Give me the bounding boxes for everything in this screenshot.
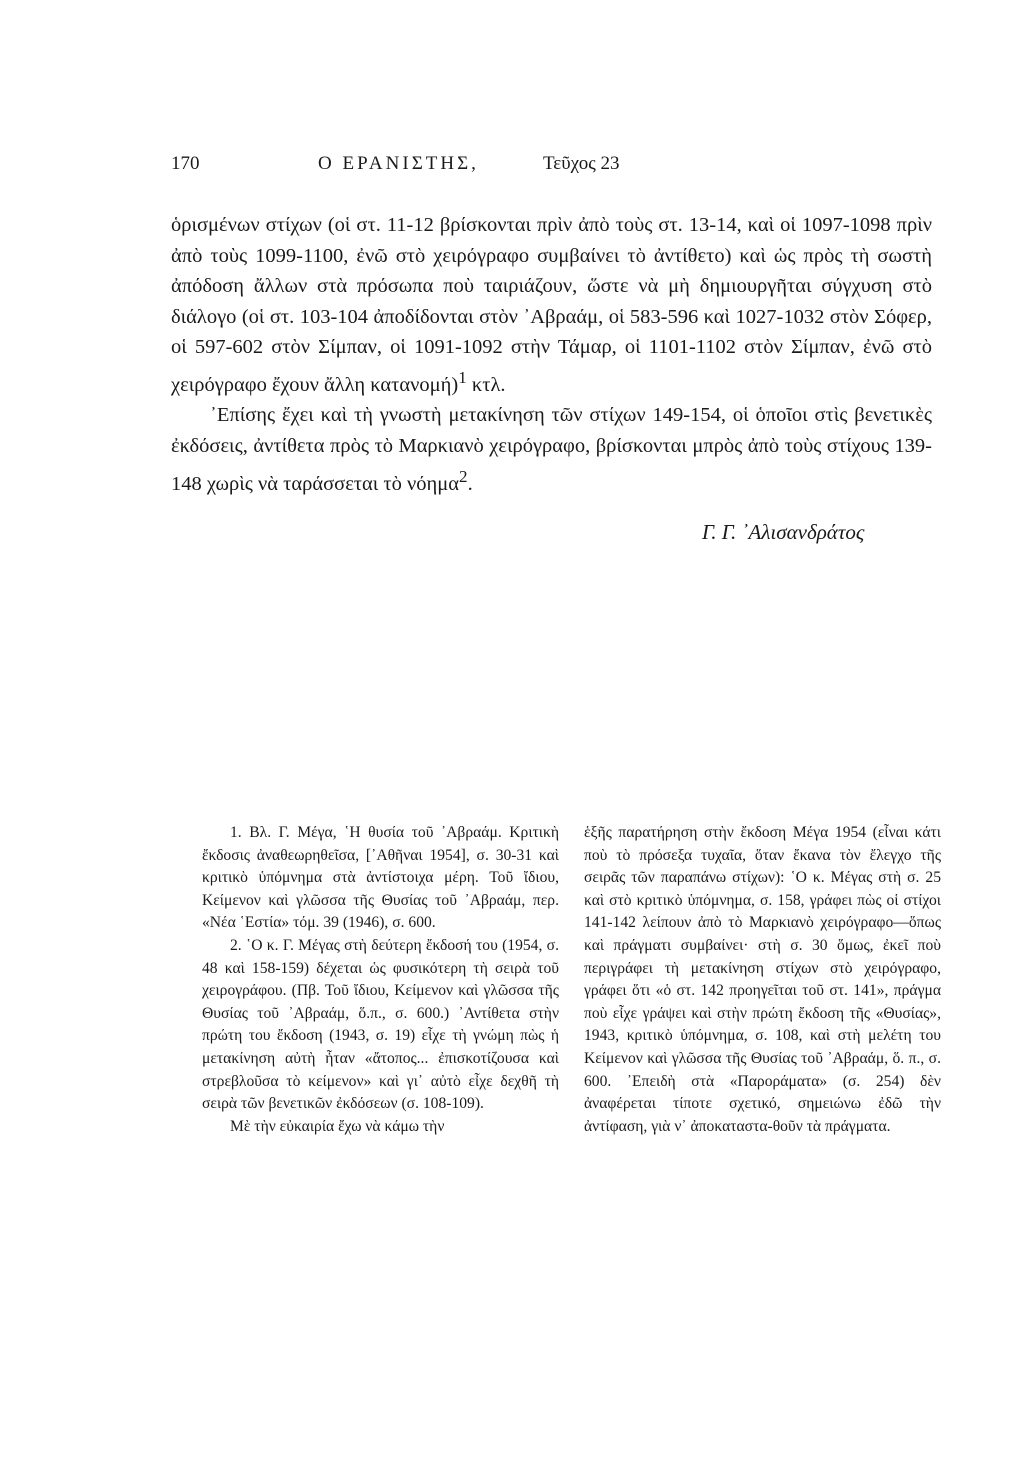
- footnote-ref-2: 2: [459, 466, 468, 486]
- paragraph-1-text: ὁρισμένων στίχων (οἱ στ. 11-12 βρίσκονται πρὶν ἀπὸ τοὺς στ. 13-14, καὶ οἱ 1097-1098 πρὶν ἀπὸ τοὺς 1099-1100, ἐνῶ στὸ χειρόγραφο συμβαίνει τὸ ἀντίθετο) καὶ ὡς πρὸς τὴ σωστὴ ἀπόδοση ἄλλων στὰ πρόσωπα ποὺ ταιριάζουν, ὥστε νὰ μὴ δημιουργῆται σύγχυση στὸ διάλογο (οἱ στ. 103-104 ἀποδίδονται στὸν ᾿Αβραάμ, οἱ 583-596 καὶ 1027-1032 στὸν Σόφερ, οἱ 597-602 στὸν Σίμπαν, οἱ 1091-1092 στὴν Τάμαρ, οἱ 1101-1102 στὸν Σίμπαν, ἐνῶ στὸ χειρόγραφο ἔχουν ἄλλη κατανομή): [171, 214, 932, 396]
- footnote-2-right-text: ἑξῆς παρατήρηση στὴν ἔκδοση Μέγα 1954 (εἶναι κάτι ποὺ τὸ πρόσεξα τυχαῖα, ὅταν ἔκανα τὸν ἔλεγχο τῆς σειρᾶς τῶν παραπάνω στίχων): ῾Ο κ. Μέγας στὴ σ. 25 καὶ στὸ κριτικὸ ὑπόμνημα, σ. 158, γράφει πὼς οἱ στίχοι 141-142 λείπουν ἀπὸ τὸ Μαρκιανὸ χειρόγραφο—ὅπως καὶ πράγματι συμβαίνει· στὴ σ. 30 ὅμως, ἐκεῖ ποὺ περιγράφει τὴ μετακίνηση στίχων στὸ χειρόγραφο, γράφει ὅτι «ὁ στ. 142 προηγεῖται τοῦ στ. 141», πράγμα ποὺ εἶχε γράψει καὶ στὴν πρώτη ἔκδοση τῆς «Θυσίας», 1943, κριτικὸ ὑπόμνημα, σ. 108, καὶ στὴ μελέτη του Κείμενον καὶ γλῶσσα τῆς Θυσίας τοῦ ᾿Αβραάμ, ὅ. π., σ. 600. ᾿Επειδὴ στὰ «Παροράματα» (σ. 254) δὲν ἀναφέρεται τίποτε σχετικό, σημειώνω ἐδῶ τὴν ἀντίφαση, γιὰ ν᾿ ἀποκαταστα-θοῦν τὰ πράγματα.: [584, 824, 941, 1135]
- paragraph-2-text: ᾿Επίσης ἔχει καὶ τὴ γνωστὴ μετακίνηση τῶν στίχων 149-154, οἱ ὁποῖοι στὶς βενετικὲς ἐκδόσεις, ἀντίθετα πρὸς τὸ Μαρκιανὸ χειρόγραφο, βρίσκονται μπρὸς ἀπὸ τοὺς στίχους 139-148 χωρὶς νὰ ταράσσεται τὸ νόημα: [171, 404, 932, 495]
- main-text: [171, 210, 932, 499]
- footnote-1: 1. Βλ. Γ. Μέγα, ῾Η θυσία τοῦ ᾿Αβραάμ. Κριτικὴ ἔκδοσις ἀναθεωρηθεῖσα, [᾿Αθῆναι 1954], σ. 30-31 καὶ κριτικὸ ὑπόμνημα στὰ ἀντίστοιχα μέρη. Τοῦ ἴδιου, Κείμενον καὶ γλῶσσα τῆς Θυσίας τοῦ ᾿Αβραάμ, περ. «Νέα ῾Εστία» τόμ. 39 (1946), σ. 600.: [202, 824, 559, 932]
- footnote-ref-1: 1: [458, 367, 467, 387]
- journal-title: Ο ΕΡΑΝΙΣΤΗΣ,: [318, 153, 479, 174]
- paragraph-2-tail: .: [467, 472, 473, 495]
- footnote-2-continuation: Μὲ τὴν εὐκαιρία ἔχω νὰ κάμω τὴν: [230, 1117, 445, 1135]
- author-signature: Γ. Γ. ᾿Αλισανδράτος: [702, 520, 865, 544]
- page-number: 170: [171, 153, 200, 174]
- paragraph-2: [171, 400, 932, 499]
- footnotes-left-column: [202, 822, 559, 1138]
- footnote-2: 2. ῾Ο κ. Γ. Μέγας στὴ δεύτερη ἔκδοσή του (1954, σ. 48 καὶ 158-159) δέχεται ὡς φυσικότερη τὴ σειρὰ τοῦ χειρογράφου. (Πβ. Τοῦ ἴδιου, Κείμενον καὶ γλῶσσα τῆς Θυσίας τοῦ ᾿Αβραάμ, ὅ.π., σ. 600.) ᾿Αντίθετα στὴν πρώτη του ἔκδοση (1943, σ. 19) εἶχε τὴ γνώμη πὼς ἡ μετακίνηση αὐτὴ ἦταν «ἄτοπος... ἐπισκοτίζουσα καὶ στρεβλοῦσα τὸ κείμενον» καὶ γι᾿ αὐτὸ εἶχε δεχθῆ τὴ σειρὰ τῶν βενετικῶν ἐκδόσεων (σ. 108-109).: [202, 936, 559, 1113]
- footnotes-right-column: [584, 822, 941, 1138]
- paragraph-1: [171, 210, 932, 400]
- issue-number: Τεῦχος 23: [543, 153, 620, 174]
- paragraph-1-tail: κτλ.: [466, 373, 506, 396]
